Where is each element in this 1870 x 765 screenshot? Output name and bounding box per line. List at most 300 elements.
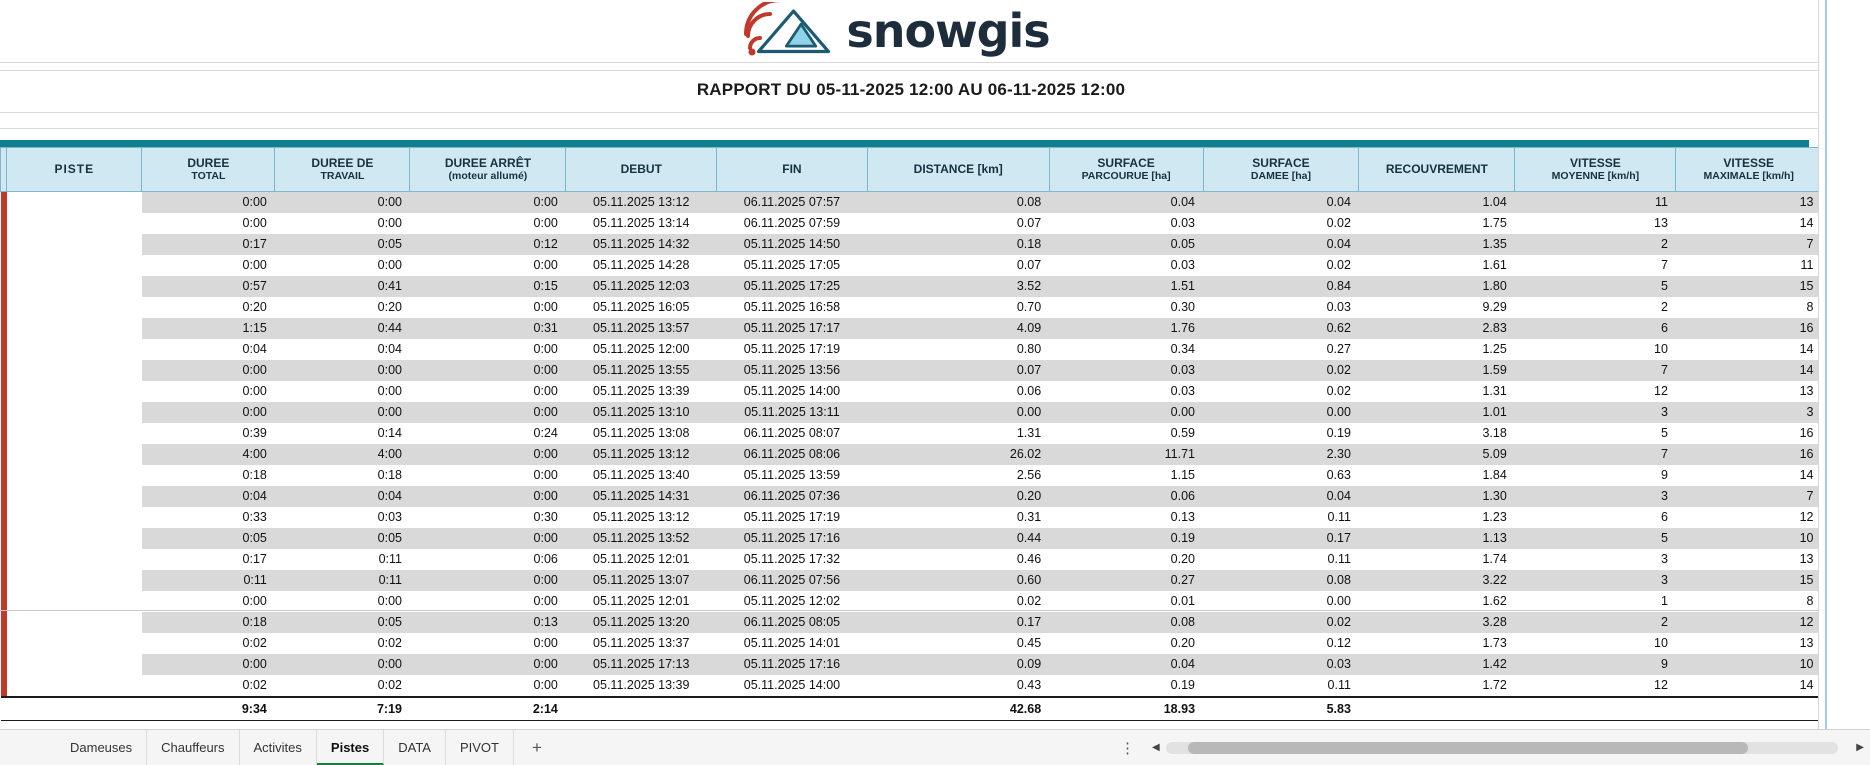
cell-duree-total[interactable]: 1:15 (142, 318, 275, 339)
cell-duree-total[interactable]: 0:00 (142, 654, 275, 675)
cell-duree-travail[interactable]: 0:00 (275, 255, 410, 276)
totals-row[interactable] (1, 697, 1822, 721)
cell-surface-damee[interactable]: 2.30 (1203, 444, 1359, 465)
cell-duree-arret[interactable]: 0:00 (410, 675, 566, 697)
cell-duree-total[interactable]: 0:18 (142, 612, 275, 633)
table-row[interactable] (1, 570, 1822, 591)
cell-duree-arret[interactable]: 0:00 (410, 486, 566, 507)
cell-vitesse-maximale[interactable]: 7 (1676, 234, 1822, 255)
cell-vitesse-maximale[interactable]: 14 (1676, 675, 1822, 697)
cell-fin[interactable]: 05.11.2025 16:58 (717, 297, 868, 318)
col-head-duree-arret[interactable] (410, 148, 566, 192)
cell-vitesse-moyenne[interactable]: 10 (1515, 339, 1676, 360)
cell-debut[interactable]: 05.11.2025 13:39 (566, 675, 717, 697)
cell-recouvrement[interactable]: 1.74 (1359, 549, 1515, 570)
cell-vitesse-moyenne[interactable]: 3 (1515, 402, 1676, 423)
cell-surface-parcourue[interactable]: 11.71 (1049, 444, 1203, 465)
cell-debut[interactable]: 05.11.2025 13:12 (566, 444, 717, 465)
table-row[interactable] (1, 465, 1822, 486)
cell-duree-total[interactable]: 0:04 (142, 339, 275, 360)
cell-distance[interactable]: 26.02 (867, 444, 1049, 465)
cell-piste[interactable] (7, 486, 142, 507)
cell-piste[interactable] (7, 234, 142, 255)
cell-duree-travail[interactable]: 0:11 (275, 549, 410, 570)
cell-piste[interactable] (7, 549, 142, 570)
table-row[interactable] (1, 255, 1822, 276)
cell-duree-travail[interactable]: 4:00 (275, 444, 410, 465)
cell-duree-total[interactable]: 0:17 (142, 234, 275, 255)
cell-fin[interactable]: 05.11.2025 13:11 (717, 402, 868, 423)
cell-distance[interactable]: 0.17 (867, 612, 1049, 633)
cell-duree-arret[interactable]: 0:00 (410, 570, 566, 591)
cell-surface-damee[interactable]: 0.02 (1203, 213, 1359, 234)
cell-piste[interactable] (7, 612, 142, 633)
cell-surface-parcourue[interactable]: 0.03 (1049, 360, 1203, 381)
cell-piste[interactable] (7, 213, 142, 234)
cell-duree-total[interactable]: 0:02 (142, 633, 275, 654)
cell-duree-travail[interactable]: 0:00 (275, 654, 410, 675)
cell-vitesse-moyenne[interactable]: 9 (1515, 465, 1676, 486)
table-row[interactable] (1, 318, 1822, 339)
cell-vitesse-maximale[interactable]: 14 (1676, 213, 1822, 234)
cell-vitesse-moyenne[interactable]: 12 (1515, 675, 1676, 697)
cell-surface-parcourue[interactable]: 0.19 (1049, 528, 1203, 549)
cell-vitesse-maximale[interactable]: 15 (1676, 276, 1822, 297)
cell-duree-total[interactable]: 0:57 (142, 276, 275, 297)
cell-duree-arret[interactable]: 0:00 (410, 360, 566, 381)
cell-recouvrement[interactable]: 1.35 (1359, 234, 1515, 255)
cell-fin[interactable]: 05.11.2025 13:56 (717, 360, 868, 381)
table-row[interactable] (1, 423, 1822, 444)
cell-vitesse-moyenne[interactable]: 9 (1515, 654, 1676, 675)
cell-surface-damee[interactable]: 0.04 (1203, 234, 1359, 255)
cell-duree-total[interactable]: 0:00 (142, 255, 275, 276)
cell-fin[interactable]: 05.11.2025 17:32 (717, 549, 868, 570)
cell-surface-parcourue[interactable]: 0.04 (1049, 654, 1203, 675)
table-row[interactable] (1, 192, 1822, 214)
cell-surface-parcourue[interactable]: 0.06 (1049, 486, 1203, 507)
cell-fin[interactable]: 06.11.2025 08:07 (717, 423, 868, 444)
cell-duree-arret[interactable]: 0:00 (410, 255, 566, 276)
cell-vitesse-moyenne[interactable]: 6 (1515, 507, 1676, 528)
cell-duree-travail[interactable]: 0:05 (275, 612, 410, 633)
cell-distance[interactable]: 0.20 (867, 486, 1049, 507)
cell-duree-arret[interactable]: 0:00 (410, 654, 566, 675)
table-row[interactable] (1, 486, 1822, 507)
cell-duree-travail[interactable]: 0:03 (275, 507, 410, 528)
table-row[interactable] (1, 612, 1822, 633)
cell-distance[interactable]: 0.43 (867, 675, 1049, 697)
cell-debut[interactable]: 05.11.2025 13:55 (566, 360, 717, 381)
table-row[interactable] (1, 507, 1822, 528)
cell-piste[interactable] (7, 360, 142, 381)
cell-duree-total[interactable]: 0:00 (142, 591, 275, 612)
sheet-tab-data[interactable]: DATA (384, 730, 446, 765)
cell-piste[interactable] (7, 633, 142, 654)
cell-vitesse-moyenne[interactable]: 7 (1515, 255, 1676, 276)
col-head-duree-total[interactable] (142, 148, 275, 192)
table-row[interactable] (1, 654, 1822, 675)
cell-vitesse-maximale[interactable]: 14 (1676, 465, 1822, 486)
cell-duree-arret[interactable]: 0:00 (410, 465, 566, 486)
cell-debut[interactable]: 05.11.2025 13:40 (566, 465, 717, 486)
cell-duree-travail[interactable]: 0:00 (275, 591, 410, 612)
cell-duree-arret[interactable]: 0:00 (410, 528, 566, 549)
cell-vitesse-moyenne[interactable]: 1 (1515, 591, 1676, 612)
cell-recouvrement[interactable]: 1.73 (1359, 633, 1515, 654)
cell-fin[interactable]: 06.11.2025 07:59 (717, 213, 868, 234)
cell-debut[interactable]: 05.11.2025 13:57 (566, 318, 717, 339)
cell-vitesse-moyenne[interactable]: 3 (1515, 549, 1676, 570)
cell-distance[interactable]: 0.07 (867, 255, 1049, 276)
cell-debut[interactable]: 05.11.2025 13:39 (566, 381, 717, 402)
cell-surface-parcourue[interactable]: 0.59 (1049, 423, 1203, 444)
cell-vitesse-moyenne[interactable]: 7 (1515, 444, 1676, 465)
cell-distance[interactable]: 0.44 (867, 528, 1049, 549)
cell-vitesse-maximale[interactable]: 10 (1676, 528, 1822, 549)
cell-surface-damee[interactable]: 0.63 (1203, 465, 1359, 486)
cell-piste[interactable] (7, 318, 142, 339)
cell-recouvrement[interactable]: 1.62 (1359, 591, 1515, 612)
col-head-surface-parcourue[interactable] (1049, 148, 1203, 192)
cell-fin[interactable]: 05.11.2025 13:59 (717, 465, 868, 486)
cell-surface-damee[interactable]: 0.03 (1203, 654, 1359, 675)
cell-duree-total[interactable]: 0:00 (142, 360, 275, 381)
cell-piste[interactable] (7, 381, 142, 402)
cell-surface-parcourue[interactable]: 0.05 (1049, 234, 1203, 255)
cell-surface-damee[interactable]: 0.02 (1203, 612, 1359, 633)
cell-duree-travail[interactable]: 0:04 (275, 486, 410, 507)
cell-vitesse-maximale[interactable]: 13 (1676, 381, 1822, 402)
cell-fin[interactable]: 06.11.2025 07:57 (717, 192, 868, 214)
cell-surface-damee[interactable]: 0.00 (1203, 402, 1359, 423)
cell-piste[interactable] (7, 276, 142, 297)
cell-vitesse-moyenne[interactable]: 13 (1515, 213, 1676, 234)
cell-duree-total[interactable]: 0:39 (142, 423, 275, 444)
cell-recouvrement[interactable]: 1.01 (1359, 402, 1515, 423)
col-head-piste[interactable] (7, 148, 142, 192)
cell-duree-travail[interactable]: 0:00 (275, 213, 410, 234)
cell-duree-travail[interactable]: 0:44 (275, 318, 410, 339)
col-head-vitesse-moyenne[interactable] (1515, 148, 1676, 192)
cell-duree-arret[interactable]: 0:31 (410, 318, 566, 339)
cell-recouvrement[interactable]: 1.72 (1359, 675, 1515, 697)
cell-vitesse-maximale[interactable]: 10 (1676, 654, 1822, 675)
cell-fin[interactable]: 05.11.2025 17:16 (717, 654, 868, 675)
cell-distance[interactable]: 0.06 (867, 381, 1049, 402)
table-row[interactable] (1, 297, 1822, 318)
cell-piste[interactable] (7, 591, 142, 612)
cell-surface-damee[interactable]: 0.02 (1203, 360, 1359, 381)
cell-distance[interactable]: 3.52 (867, 276, 1049, 297)
cell-duree-travail[interactable]: 0:02 (275, 633, 410, 654)
cell-vitesse-moyenne[interactable]: 11 (1515, 192, 1676, 214)
cell-surface-damee[interactable]: 0.02 (1203, 255, 1359, 276)
cell-vitesse-moyenne[interactable]: 2 (1515, 297, 1676, 318)
table-row[interactable] (1, 381, 1822, 402)
cell-vitesse-maximale[interactable]: 7 (1676, 486, 1822, 507)
cell-surface-parcourue[interactable]: 0.03 (1049, 255, 1203, 276)
cell-vitesse-moyenne[interactable]: 5 (1515, 528, 1676, 549)
cell-duree-total[interactable]: 0:20 (142, 297, 275, 318)
cell-surface-parcourue[interactable]: 0.20 (1049, 633, 1203, 654)
cell-vitesse-moyenne[interactable]: 5 (1515, 276, 1676, 297)
cell-duree-total[interactable]: 0:11 (142, 570, 275, 591)
report-table-container[interactable] (0, 147, 1822, 721)
cell-duree-travail[interactable]: 0:11 (275, 570, 410, 591)
cell-recouvrement[interactable]: 2.83 (1359, 318, 1515, 339)
cell-duree-travail[interactable]: 0:14 (275, 423, 410, 444)
cell-vitesse-maximale[interactable]: 16 (1676, 444, 1822, 465)
cell-duree-travail[interactable]: 0:00 (275, 381, 410, 402)
cell-surface-parcourue[interactable]: 0.01 (1049, 591, 1203, 612)
cell-vitesse-maximale[interactable]: 8 (1676, 297, 1822, 318)
cell-piste[interactable] (7, 444, 142, 465)
cell-recouvrement[interactable]: 1.13 (1359, 528, 1515, 549)
cell-vitesse-maximale[interactable]: 12 (1676, 612, 1822, 633)
cell-distance[interactable]: 4.09 (867, 318, 1049, 339)
cell-fin[interactable]: 05.11.2025 14:50 (717, 234, 868, 255)
cell-vitesse-maximale[interactable]: 11 (1676, 255, 1822, 276)
cell-duree-arret[interactable]: 0:00 (410, 339, 566, 360)
cell-piste[interactable] (7, 465, 142, 486)
cell-debut[interactable]: 05.11.2025 12:03 (566, 276, 717, 297)
horizontal-scrollbar-thumb[interactable] (1188, 742, 1748, 754)
cell-vitesse-moyenne[interactable]: 6 (1515, 318, 1676, 339)
cell-vitesse-maximale[interactable]: 13 (1676, 192, 1822, 214)
cell-debut[interactable]: 05.11.2025 16:05 (566, 297, 717, 318)
cell-vitesse-moyenne[interactable]: 2 (1515, 234, 1676, 255)
cell-surface-damee[interactable]: 0.03 (1203, 297, 1359, 318)
cell-duree-arret[interactable]: 0:00 (410, 402, 566, 423)
cell-duree-total[interactable]: 0:33 (142, 507, 275, 528)
cell-fin[interactable]: 05.11.2025 14:01 (717, 633, 868, 654)
table-row[interactable] (1, 444, 1822, 465)
table-row[interactable] (1, 276, 1822, 297)
cell-debut[interactable]: 05.11.2025 13:08 (566, 423, 717, 444)
cell-duree-arret[interactable]: 0:00 (410, 381, 566, 402)
cell-vitesse-maximale[interactable]: 15 (1676, 570, 1822, 591)
cell-surface-parcourue[interactable]: 1.51 (1049, 276, 1203, 297)
cell-surface-parcourue[interactable]: 0.34 (1049, 339, 1203, 360)
cell-debut[interactable]: 05.11.2025 13:12 (566, 507, 717, 528)
cell-recouvrement[interactable]: 1.31 (1359, 381, 1515, 402)
cell-distance[interactable]: 1.31 (867, 423, 1049, 444)
col-head-vitesse-maximale[interactable] (1676, 148, 1822, 192)
horizontal-dots-icon[interactable]: ⋮ (1120, 739, 1136, 757)
cell-vitesse-moyenne[interactable]: 3 (1515, 570, 1676, 591)
cell-surface-damee[interactable]: 0.02 (1203, 381, 1359, 402)
cell-duree-arret[interactable]: 0:00 (410, 213, 566, 234)
sheet-tab-pistes[interactable]: Pistes (317, 730, 384, 765)
cell-distance[interactable]: 0.07 (867, 360, 1049, 381)
cell-recouvrement[interactable]: 1.42 (1359, 654, 1515, 675)
cell-duree-arret[interactable]: 0:15 (410, 276, 566, 297)
cell-fin[interactable]: 05.11.2025 14:00 (717, 675, 868, 697)
cell-piste[interactable] (7, 402, 142, 423)
cell-debut[interactable]: 05.11.2025 14:32 (566, 234, 717, 255)
cell-duree-travail[interactable]: 0:41 (275, 276, 410, 297)
sheet-tab-dameuses[interactable]: Dameuses (56, 730, 147, 765)
cell-duree-total[interactable]: 4:00 (142, 444, 275, 465)
cell-vitesse-moyenne[interactable]: 5 (1515, 423, 1676, 444)
cell-duree-arret[interactable]: 0:12 (410, 234, 566, 255)
table-row[interactable] (1, 360, 1822, 381)
cell-debut[interactable]: 05.11.2025 12:01 (566, 549, 717, 570)
cell-surface-parcourue[interactable]: 1.15 (1049, 465, 1203, 486)
cell-debut[interactable]: 05.11.2025 17:13 (566, 654, 717, 675)
cell-duree-arret[interactable]: 0:13 (410, 612, 566, 633)
cell-surface-damee[interactable]: 0.84 (1203, 276, 1359, 297)
cell-recouvrement[interactable]: 3.22 (1359, 570, 1515, 591)
cell-vitesse-maximale[interactable]: 14 (1676, 360, 1822, 381)
cell-duree-arret[interactable]: 0:00 (410, 633, 566, 654)
cell-surface-parcourue[interactable]: 0.00 (1049, 402, 1203, 423)
cell-duree-arret[interactable]: 0:30 (410, 507, 566, 528)
scroll-left-icon[interactable]: ◀ (1152, 742, 1160, 753)
cell-recouvrement[interactable]: 1.75 (1359, 213, 1515, 234)
cell-duree-travail[interactable]: 0:05 (275, 528, 410, 549)
cell-piste[interactable] (7, 570, 142, 591)
cell-recouvrement[interactable]: 1.59 (1359, 360, 1515, 381)
cell-distance[interactable]: 0.07 (867, 213, 1049, 234)
cell-surface-damee[interactable]: 0.12 (1203, 633, 1359, 654)
cell-vitesse-moyenne[interactable]: 2 (1515, 612, 1676, 633)
cell-vitesse-maximale[interactable]: 16 (1676, 423, 1822, 444)
cell-surface-parcourue[interactable]: 0.13 (1049, 507, 1203, 528)
cell-debut[interactable]: 05.11.2025 13:07 (566, 570, 717, 591)
cell-surface-parcourue[interactable]: 0.03 (1049, 381, 1203, 402)
cell-fin[interactable]: 05.11.2025 17:25 (717, 276, 868, 297)
cell-debut[interactable]: 05.11.2025 12:01 (566, 591, 717, 612)
cell-fin[interactable]: 06.11.2025 07:36 (717, 486, 868, 507)
cell-surface-parcourue[interactable]: 0.04 (1049, 192, 1203, 214)
cell-surface-parcourue[interactable]: 0.30 (1049, 297, 1203, 318)
cell-surface-parcourue[interactable]: 0.03 (1049, 213, 1203, 234)
cell-duree-travail[interactable]: 0:02 (275, 675, 410, 697)
table-row[interactable] (1, 591, 1822, 612)
cell-distance[interactable]: 0.45 (867, 633, 1049, 654)
cell-duree-travail[interactable]: 0:05 (275, 234, 410, 255)
cell-vitesse-maximale[interactable]: 14 (1676, 339, 1822, 360)
cell-recouvrement[interactable]: 1.80 (1359, 276, 1515, 297)
cell-distance[interactable]: 2.56 (867, 465, 1049, 486)
table-row[interactable] (1, 549, 1822, 570)
cell-recouvrement[interactable]: 1.25 (1359, 339, 1515, 360)
cell-recouvrement[interactable]: 1.04 (1359, 192, 1515, 214)
cell-debut[interactable]: 05.11.2025 13:14 (566, 213, 717, 234)
cell-fin[interactable]: 05.11.2025 17:16 (717, 528, 868, 549)
cell-fin[interactable]: 05.11.2025 17:19 (717, 507, 868, 528)
cell-duree-travail[interactable]: 0:04 (275, 339, 410, 360)
cell-duree-total[interactable]: 0:00 (142, 213, 275, 234)
cell-recouvrement[interactable]: 1.30 (1359, 486, 1515, 507)
cell-surface-damee[interactable]: 0.11 (1203, 675, 1359, 697)
cell-fin[interactable]: 05.11.2025 17:05 (717, 255, 868, 276)
cell-distance[interactable]: 0.08 (867, 192, 1049, 214)
cell-surface-damee[interactable]: 0.17 (1203, 528, 1359, 549)
cell-piste[interactable] (7, 192, 142, 214)
cell-piste[interactable] (7, 423, 142, 444)
cell-vitesse-moyenne[interactable]: 10 (1515, 633, 1676, 654)
cell-recouvrement[interactable]: 1.61 (1359, 255, 1515, 276)
table-row[interactable] (1, 339, 1822, 360)
cell-piste[interactable] (7, 255, 142, 276)
cell-surface-parcourue[interactable]: 0.08 (1049, 612, 1203, 633)
cell-piste[interactable] (7, 297, 142, 318)
col-head-distance[interactable] (867, 148, 1049, 192)
cell-duree-arret[interactable]: 0:24 (410, 423, 566, 444)
cell-fin[interactable]: 05.11.2025 12:02 (717, 591, 868, 612)
cell-distance[interactable]: 0.00 (867, 402, 1049, 423)
cell-fin[interactable]: 05.11.2025 14:00 (717, 381, 868, 402)
cell-vitesse-moyenne[interactable]: 3 (1515, 486, 1676, 507)
cell-fin[interactable]: 06.11.2025 08:05 (717, 612, 868, 633)
cell-duree-total[interactable]: 0:00 (142, 381, 275, 402)
cell-duree-total[interactable]: 0:18 (142, 465, 275, 486)
table-row[interactable] (1, 633, 1822, 654)
cell-vitesse-moyenne[interactable]: 7 (1515, 360, 1676, 381)
cell-vitesse-maximale[interactable]: 12 (1676, 507, 1822, 528)
sheet-tab-activites[interactable]: Activites (240, 730, 317, 765)
table-row[interactable] (1, 675, 1822, 697)
cell-surface-parcourue[interactable]: 0.27 (1049, 570, 1203, 591)
cell-distance[interactable]: 0.02 (867, 591, 1049, 612)
cell-fin[interactable]: 05.11.2025 17:19 (717, 339, 868, 360)
table-row[interactable] (1, 234, 1822, 255)
cell-duree-total[interactable]: 0:17 (142, 549, 275, 570)
cell-debut[interactable]: 05.11.2025 14:31 (566, 486, 717, 507)
cell-vitesse-maximale[interactable]: 3 (1676, 402, 1822, 423)
cell-recouvrement[interactable]: 1.23 (1359, 507, 1515, 528)
cell-fin[interactable]: 06.11.2025 07:56 (717, 570, 868, 591)
cell-debut[interactable]: 05.11.2025 13:20 (566, 612, 717, 633)
cell-duree-travail[interactable]: 0:00 (275, 192, 410, 214)
cell-recouvrement[interactable]: 3.28 (1359, 612, 1515, 633)
cell-surface-damee[interactable]: 0.08 (1203, 570, 1359, 591)
cell-duree-arret[interactable]: 0:00 (410, 591, 566, 612)
cell-duree-total[interactable]: 0:02 (142, 675, 275, 697)
cell-duree-total[interactable]: 0:05 (142, 528, 275, 549)
col-head-fin[interactable] (717, 148, 868, 192)
cell-fin[interactable]: 05.11.2025 17:17 (717, 318, 868, 339)
cell-recouvrement[interactable]: 3.18 (1359, 423, 1515, 444)
cell-distance[interactable]: 0.09 (867, 654, 1049, 675)
sheet-tab-pivot[interactable]: PIVOT (446, 730, 514, 765)
cell-duree-travail[interactable]: 0:00 (275, 402, 410, 423)
cell-recouvrement[interactable]: 5.09 (1359, 444, 1515, 465)
cell-recouvrement[interactable]: 9.29 (1359, 297, 1515, 318)
cell-duree-total[interactable]: 0:00 (142, 402, 275, 423)
cell-surface-damee[interactable]: 0.11 (1203, 549, 1359, 570)
cell-duree-travail[interactable]: 0:18 (275, 465, 410, 486)
col-head-recouvrement[interactable] (1359, 148, 1515, 192)
cell-surface-damee[interactable]: 0.00 (1203, 591, 1359, 612)
cell-debut[interactable]: 05.11.2025 14:28 (566, 255, 717, 276)
sheet-tab-chauffeurs[interactable]: Chauffeurs (147, 730, 239, 765)
cell-debut[interactable]: 05.11.2025 13:10 (566, 402, 717, 423)
cell-piste[interactable] (7, 675, 142, 697)
cell-piste[interactable] (7, 654, 142, 675)
horizontal-scrollbar[interactable] (1166, 742, 1839, 754)
table-row[interactable] (1, 402, 1822, 423)
cell-duree-arret[interactable]: 0:00 (410, 192, 566, 214)
col-head-surface-damee[interactable] (1203, 148, 1359, 192)
col-head-debut[interactable] (566, 148, 717, 192)
cell-duree-total[interactable]: 0:04 (142, 486, 275, 507)
cell-fin[interactable]: 06.11.2025 08:06 (717, 444, 868, 465)
cell-duree-arret[interactable]: 0:00 (410, 444, 566, 465)
